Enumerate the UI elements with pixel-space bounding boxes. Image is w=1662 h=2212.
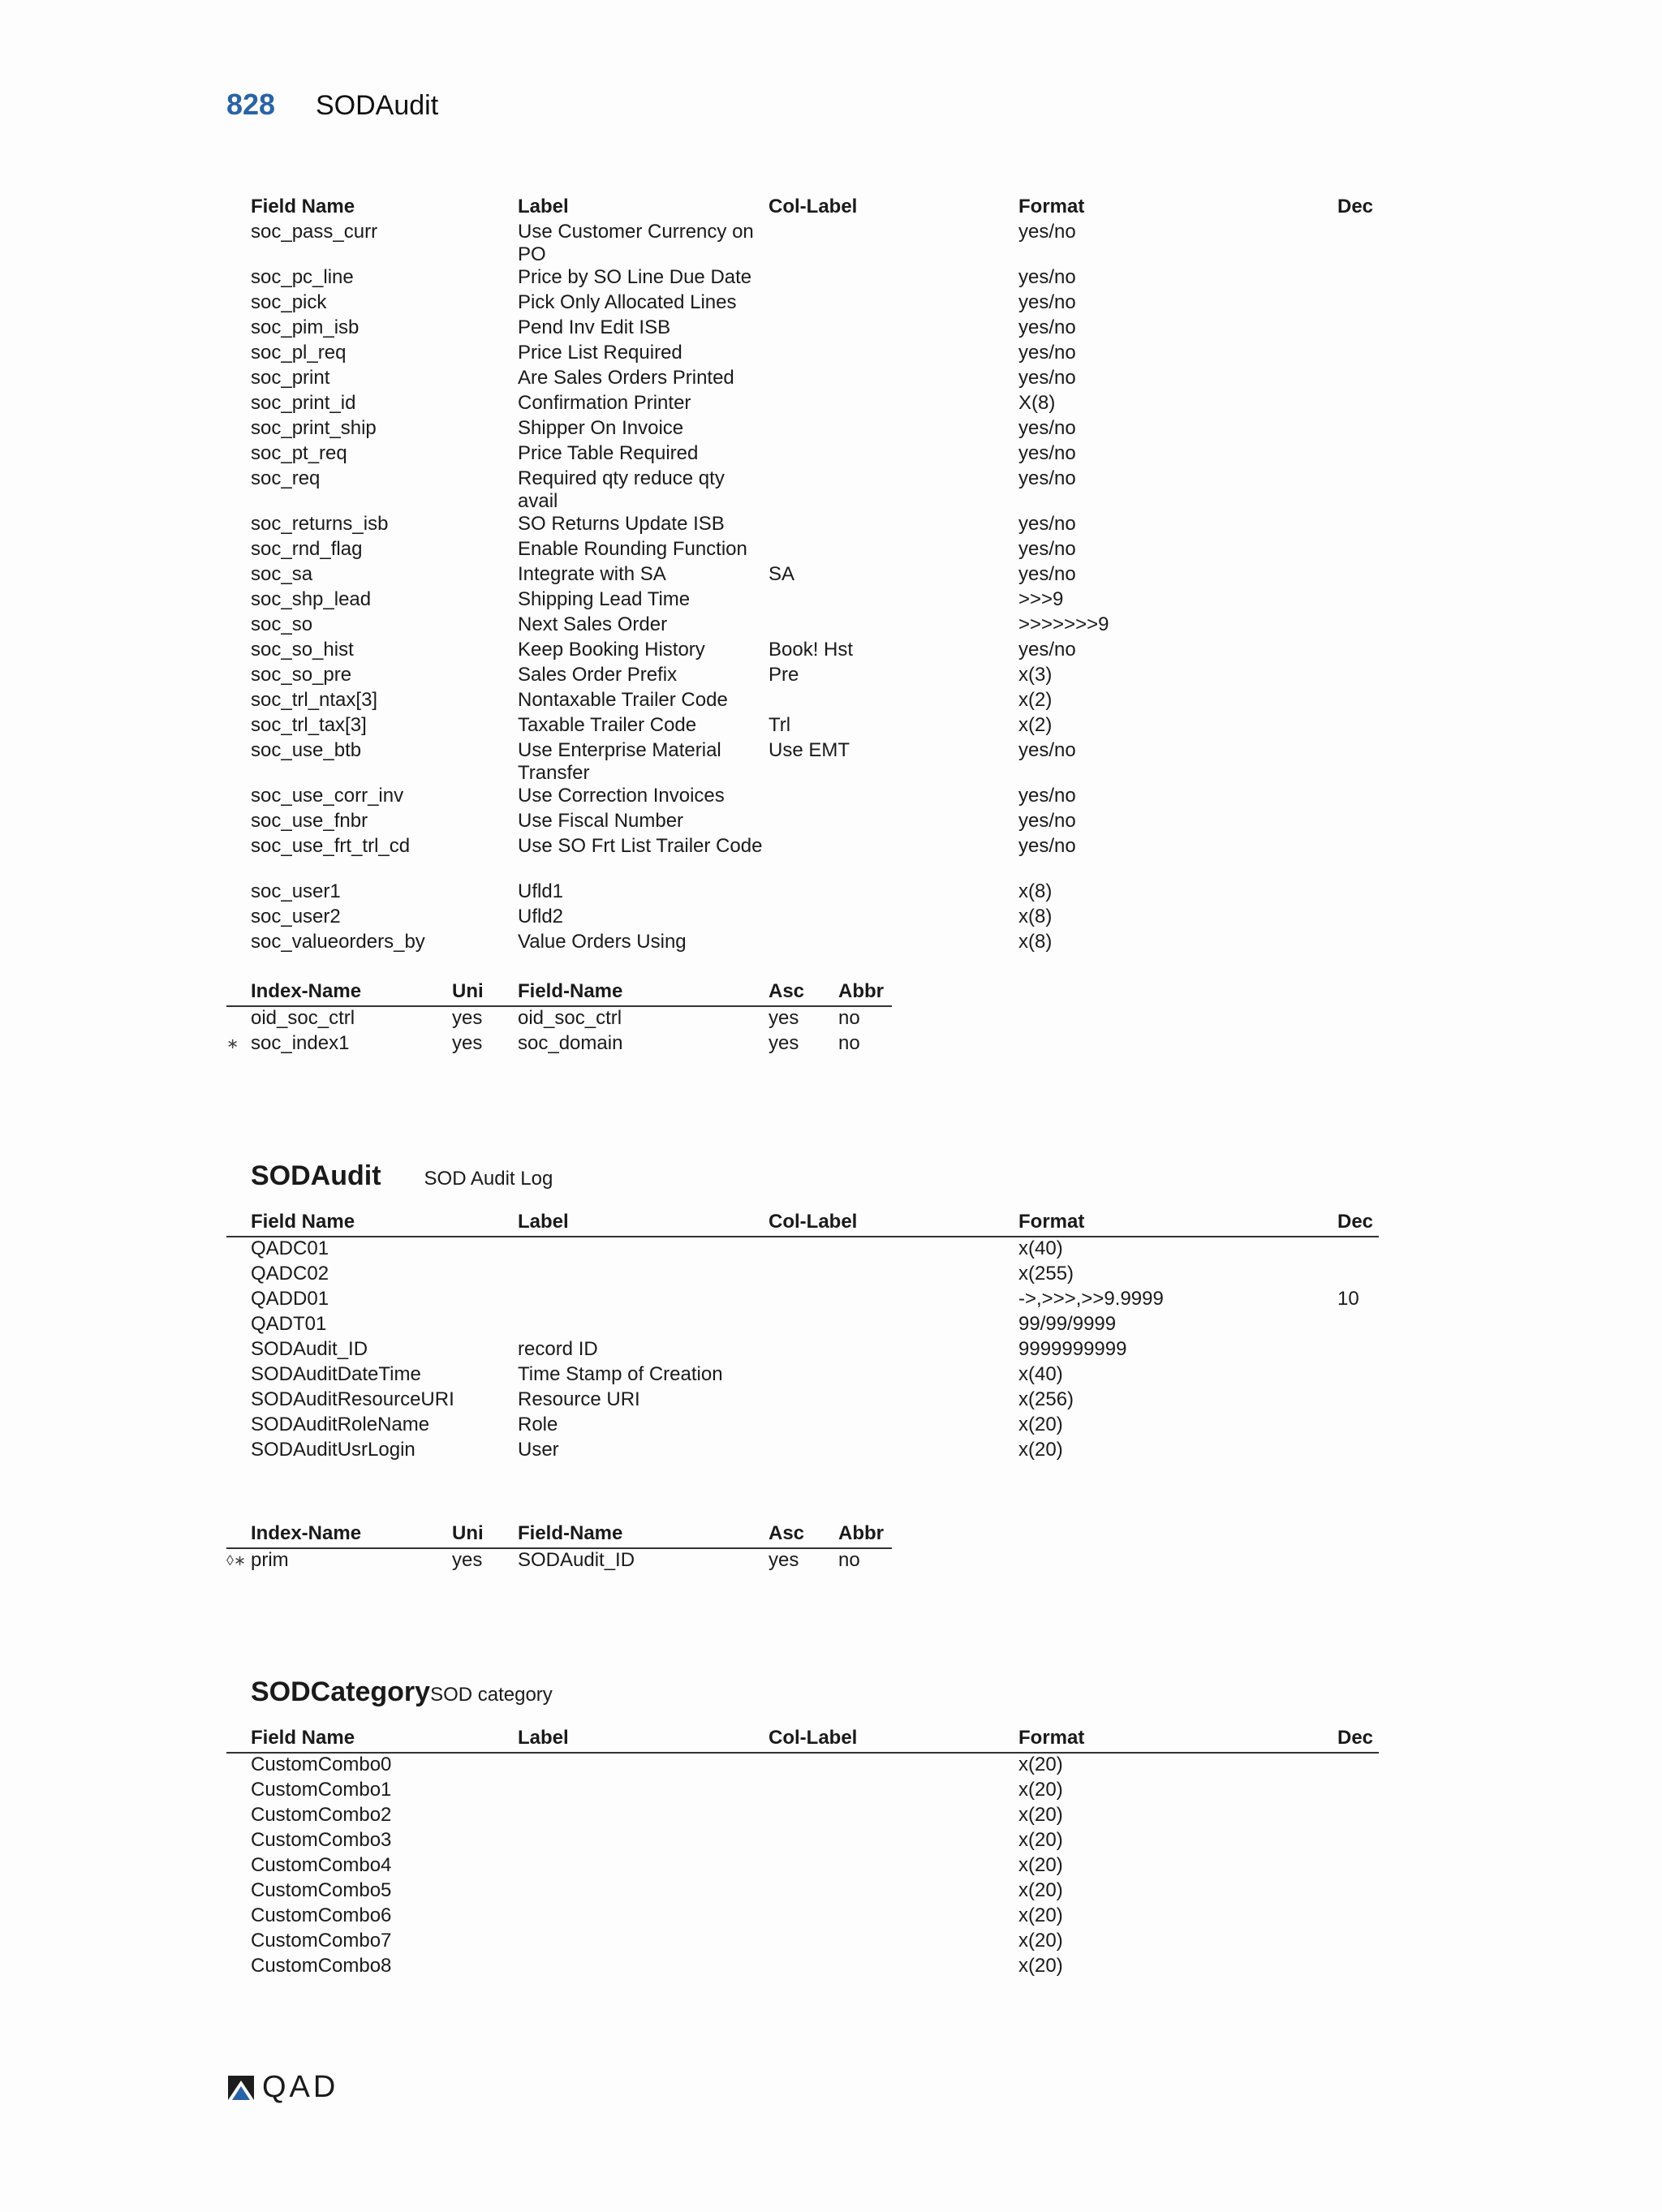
format-cell: x(20) [1018, 1829, 1063, 1851]
field-name-cell: soc_so_hist [251, 639, 354, 661]
index-table-header [226, 1522, 892, 1549]
col-dec: Dec [1337, 1211, 1374, 1233]
format-cell: x(20) [1018, 1930, 1063, 1952]
label-cell: Use Enterprise Material Transfer [518, 739, 721, 784]
field-name-cell: QADC01 [251, 1237, 329, 1259]
table-row [226, 1829, 1379, 1854]
field-name-cell: soc_trl_tax[3] [251, 714, 367, 736]
format-cell: 99/99/9999 [1018, 1313, 1117, 1335]
col-asc: Asc [769, 1522, 805, 1544]
index-table-header [226, 980, 892, 1007]
table-row [226, 1879, 1379, 1904]
table-row [226, 1263, 1379, 1288]
col-field-name: Field Name [251, 1727, 355, 1749]
label-cell: Value Orders Using [518, 931, 687, 953]
field-name-cell: soc_rnd_flag [251, 538, 363, 560]
format-cell: yes/no [1018, 739, 1076, 761]
label-cell: Confirmation Printer [518, 392, 691, 414]
table-row [226, 563, 1379, 588]
field-name-cell: soc_print_id [251, 392, 356, 414]
col-format: Format [1018, 196, 1085, 217]
format-cell: x(8) [1018, 931, 1053, 953]
label-cell: Role [518, 1414, 558, 1435]
format-cell: yes/no [1018, 367, 1076, 389]
format-cell: x(2) [1018, 714, 1053, 736]
uni-cell: yes [452, 1549, 483, 1571]
table-row [226, 221, 1379, 266]
label-cell: Use SO Frt List Trailer Code [518, 835, 763, 857]
format-cell: yes/no [1018, 342, 1076, 364]
col-label: Label [518, 1727, 569, 1749]
format-cell: x(2) [1018, 689, 1053, 711]
col-field-name: Field Name [251, 1211, 355, 1233]
format-cell: yes/no [1018, 513, 1076, 535]
table-row [226, 1904, 1379, 1930]
table-row [226, 664, 1379, 689]
table-row [226, 1313, 1379, 1338]
footer-logo [225, 2070, 338, 2105]
field-name-cell: soc_req [251, 467, 321, 489]
asc-cell: yes [769, 1032, 799, 1054]
format-cell: yes/no [1018, 291, 1076, 313]
format-cell: x(20) [1018, 1854, 1063, 1876]
field-name-cell: SODAuditDateTime [251, 1363, 421, 1385]
index-field-cell: SODAudit_ID [518, 1549, 635, 1571]
field-name-cell: soc_valueorders_by [251, 931, 425, 953]
format-cell: >>>>>>>9 [1018, 613, 1109, 635]
index-row [226, 1032, 892, 1057]
index-row [226, 1549, 892, 1574]
field-name-cell: soc_print [251, 367, 330, 389]
field-name-cell: soc_print_ship [251, 417, 377, 439]
table-row [226, 266, 1379, 291]
table-row [226, 291, 1379, 316]
uni-cell: yes [452, 1032, 483, 1054]
format-cell: x(3) [1018, 664, 1053, 686]
format-cell: 9999999999 [1018, 1338, 1127, 1360]
col-uni: Uni [452, 980, 484, 1002]
uni-cell: yes [452, 1007, 483, 1029]
table-name: SODAudit [251, 1160, 381, 1191]
col-col-label: Col-Label [769, 1727, 858, 1749]
table-row [226, 588, 1379, 613]
format-cell: x(20) [1018, 1904, 1063, 1926]
table-row [226, 1414, 1379, 1439]
table-row [226, 1288, 1379, 1313]
table-row [226, 613, 1379, 639]
format-cell: yes/no [1018, 835, 1076, 857]
label-cell: Use Fiscal Number [518, 810, 684, 832]
label-cell: Next Sales Order [518, 613, 668, 635]
col-index-field-name: Field-Name [518, 1522, 623, 1544]
table-row [226, 392, 1379, 417]
field-name-cell: soc_user2 [251, 906, 341, 927]
col-label-cell: Pre [769, 664, 799, 686]
field-name-cell: QADC02 [251, 1263, 329, 1285]
col-label-cell: Use EMT [769, 739, 850, 761]
format-cell: yes/no [1018, 442, 1076, 464]
format-cell: x(8) [1018, 880, 1053, 902]
label-cell: Price Table Required [518, 442, 699, 464]
field-name-cell: CustomCombo6 [251, 1904, 392, 1926]
field-name-cell: soc_use_btb [251, 739, 362, 761]
field-name-cell: soc_pick [251, 291, 327, 313]
field-name-cell: CustomCombo1 [251, 1779, 392, 1801]
index-marker: ∗ [226, 1035, 239, 1052]
label-cell: Use Customer Currency on PO [518, 221, 754, 265]
soc-index-rows [226, 1007, 892, 1057]
format-cell: yes/no [1018, 785, 1076, 807]
asc-cell: yes [769, 1007, 799, 1029]
logo-text: QAD [262, 2070, 339, 2104]
field-name-cell: soc_pim_isb [251, 316, 360, 338]
col-uni: Uni [452, 1522, 484, 1544]
table-row [226, 739, 1379, 785]
index-name-cell: soc_index1 [251, 1032, 350, 1054]
col-dec: Dec [1337, 1727, 1374, 1749]
col-label: Label [518, 196, 569, 217]
table-row [226, 1338, 1379, 1363]
format-cell: x(20) [1018, 1779, 1063, 1801]
col-format: Format [1018, 1727, 1085, 1749]
label-cell: Time Stamp of Creation [518, 1363, 723, 1385]
label-cell: Pend Inv Edit ISB [518, 316, 671, 338]
field-name-cell: soc_trl_ntax[3] [251, 689, 378, 711]
field-name-cell: CustomCombo7 [251, 1930, 392, 1952]
field-table-header [226, 196, 1379, 221]
col-label: Label [518, 1211, 569, 1233]
field-table-header [226, 1211, 1379, 1237]
format-cell: x(8) [1018, 906, 1053, 927]
format-cell: x(20) [1018, 1414, 1063, 1435]
field-name-cell: SODAudit_ID [251, 1338, 368, 1360]
table-row [226, 714, 1379, 739]
table-row [226, 342, 1379, 367]
col-index-name: Index-Name [251, 980, 362, 1002]
sodaudit-index-table [226, 1522, 892, 1574]
table-row [226, 810, 1379, 835]
format-cell: x(255) [1018, 1263, 1074, 1285]
page-title: SODAudit [316, 90, 439, 121]
format-cell: X(8) [1018, 392, 1056, 414]
qad-logo-icon [225, 2074, 257, 2102]
format-cell: yes/no [1018, 221, 1076, 243]
format-cell: yes/no [1018, 563, 1076, 585]
format-cell: yes/no [1018, 316, 1076, 338]
field-name-cell: soc_user1 [251, 880, 341, 902]
sodaudit-title [251, 1160, 553, 1192]
index-row [226, 1007, 892, 1032]
format-cell: yes/no [1018, 639, 1076, 661]
field-name-cell: soc_use_fnbr [251, 810, 368, 832]
table-row [226, 1388, 1379, 1414]
table-row [226, 689, 1379, 714]
table-row [226, 931, 1379, 956]
index-field-cell: soc_domain [518, 1032, 623, 1054]
field-name-cell: soc_so_pre [251, 664, 352, 686]
field-name-cell: SODAuditUsrLogin [251, 1439, 416, 1461]
label-cell: Required qty reduce qty avail [518, 467, 725, 512]
table-row [226, 513, 1379, 538]
label-cell: Taxable Trailer Code [518, 714, 697, 736]
field-name-cell: CustomCombo3 [251, 1829, 392, 1851]
field-name-cell: soc_use_frt_trl_cd [251, 835, 411, 857]
table-description: SOD Audit Log [424, 1168, 553, 1190]
index-marker: ◊∗ [226, 1552, 246, 1569]
label-cell: Keep Booking History [518, 639, 705, 661]
label-cell: Enable Rounding Function [518, 538, 747, 560]
field-name-cell: soc_shp_lead [251, 588, 372, 610]
format-cell: x(40) [1018, 1237, 1063, 1259]
sodaudit-field-table [226, 1211, 1379, 1464]
col-index-field-name: Field-Name [518, 980, 623, 1002]
format-cell: x(40) [1018, 1363, 1063, 1385]
field-name-cell: QADT01 [251, 1313, 327, 1335]
table-row [226, 1754, 1379, 1779]
format-cell: x(20) [1018, 1955, 1063, 1977]
label-cell: Shipper On Invoice [518, 417, 684, 439]
field-name-cell: CustomCombo4 [251, 1854, 392, 1876]
table-name: SODCategory [251, 1676, 431, 1707]
table-row [226, 1237, 1379, 1263]
sodcategory-field-table [226, 1727, 1379, 1980]
table-row [226, 785, 1379, 810]
table-row [226, 1804, 1379, 1829]
table-row [226, 639, 1379, 664]
table-row [226, 906, 1379, 931]
table-row [226, 467, 1379, 513]
format-cell: yes/no [1018, 417, 1076, 439]
page-number: 828 [226, 88, 276, 121]
field-name-cell: soc_so [251, 613, 313, 635]
table-row [226, 1955, 1379, 1980]
sodcategory-field-rows [226, 1754, 1379, 1980]
format-cell: ->,>>>,>>9.9999 [1018, 1288, 1164, 1310]
field-name-cell: CustomCombo5 [251, 1879, 392, 1901]
table-row [226, 1439, 1379, 1464]
field-name-cell: soc_returns_isb [251, 513, 389, 535]
col-col-label: Col-Label [769, 196, 858, 217]
field-name-cell: soc_pc_line [251, 266, 354, 288]
format-cell: >>>9 [1018, 588, 1064, 610]
label-cell: Sales Order Prefix [518, 664, 678, 686]
field-name-cell: soc_pl_req [251, 342, 347, 364]
field-name-cell: QADD01 [251, 1288, 329, 1310]
table-row [226, 417, 1379, 442]
soc-field-rows [226, 221, 1379, 956]
field-table-header [226, 1727, 1379, 1754]
field-name-cell: SODAuditRoleName [251, 1414, 430, 1435]
label-cell: Price List Required [518, 342, 682, 364]
label-cell: Integrate with SA [518, 563, 666, 585]
table-row [226, 1930, 1379, 1955]
abbr-cell: no [838, 1007, 860, 1029]
table-row [226, 880, 1379, 906]
page-header [226, 88, 438, 122]
table-row [226, 538, 1379, 563]
table-row [226, 367, 1379, 392]
table-row [226, 1363, 1379, 1388]
format-cell: x(20) [1018, 1439, 1063, 1461]
soc-field-table [226, 196, 1379, 956]
col-format: Format [1018, 1211, 1085, 1233]
sodcategory-title [251, 1676, 553, 1708]
sodaudit-index-rows [226, 1549, 892, 1574]
format-cell: yes/no [1018, 810, 1076, 832]
format-cell: x(20) [1018, 1754, 1063, 1775]
field-name-cell: soc_pass_curr [251, 221, 378, 243]
format-cell: x(256) [1018, 1388, 1074, 1410]
label-cell: Ufld1 [518, 880, 564, 902]
format-cell: x(20) [1018, 1879, 1063, 1901]
table-row [226, 1854, 1379, 1879]
col-dec: Dec [1337, 196, 1374, 217]
field-name-cell: soc_pt_req [251, 442, 347, 464]
table-row [226, 835, 1379, 880]
format-cell: yes/no [1018, 467, 1076, 489]
format-cell: yes/no [1018, 266, 1076, 288]
index-name-cell: oid_soc_ctrl [251, 1007, 355, 1029]
field-name-cell: soc_use_corr_inv [251, 785, 404, 807]
table-row [226, 316, 1379, 342]
table-description: SOD category [430, 1684, 553, 1706]
label-cell: record ID [518, 1338, 598, 1360]
col-asc: Asc [769, 980, 805, 1002]
field-name-cell: CustomCombo8 [251, 1955, 392, 1977]
label-cell: Nontaxable Trailer Code [518, 689, 728, 711]
field-name-cell: CustomCombo0 [251, 1754, 392, 1775]
col-label-cell: Book! Hst [769, 639, 854, 661]
index-name-cell: prim [251, 1549, 289, 1571]
asc-cell: yes [769, 1549, 799, 1571]
table-row [226, 1779, 1379, 1804]
field-name-cell: CustomCombo2 [251, 1804, 392, 1826]
label-cell: Shipping Lead Time [518, 588, 691, 610]
label-cell: Pick Only Allocated Lines [518, 291, 737, 313]
soc-index-table [226, 980, 892, 1057]
label-cell: Resource URI [518, 1388, 640, 1410]
field-name-cell: SODAuditResourceURI [251, 1388, 454, 1410]
abbr-cell: no [838, 1549, 860, 1571]
format-cell: x(20) [1018, 1804, 1063, 1826]
col-abbr: Abbr [838, 1522, 884, 1544]
col-label-cell: SA [769, 563, 795, 585]
label-cell: Are Sales Orders Printed [518, 367, 734, 389]
abbr-cell: no [838, 1032, 860, 1054]
label-cell: Use Correction Invoices [518, 785, 725, 807]
label-cell: Price by SO Line Due Date [518, 266, 752, 288]
table-row [226, 442, 1379, 467]
index-field-cell: oid_soc_ctrl [518, 1007, 622, 1029]
label-cell: SO Returns Update ISB [518, 513, 725, 535]
label-cell: Ufld2 [518, 906, 564, 927]
col-field-name: Field Name [251, 196, 355, 217]
label-cell: User [518, 1439, 559, 1461]
field-name-cell: soc_sa [251, 563, 313, 585]
format-cell: yes/no [1018, 538, 1076, 560]
dec-cell: 10 [1337, 1288, 1359, 1310]
sodaudit-field-rows [226, 1237, 1379, 1464]
col-col-label: Col-Label [769, 1211, 858, 1233]
col-index-name: Index-Name [251, 1522, 362, 1544]
col-abbr: Abbr [838, 980, 884, 1002]
col-label-cell: Trl [769, 714, 791, 736]
